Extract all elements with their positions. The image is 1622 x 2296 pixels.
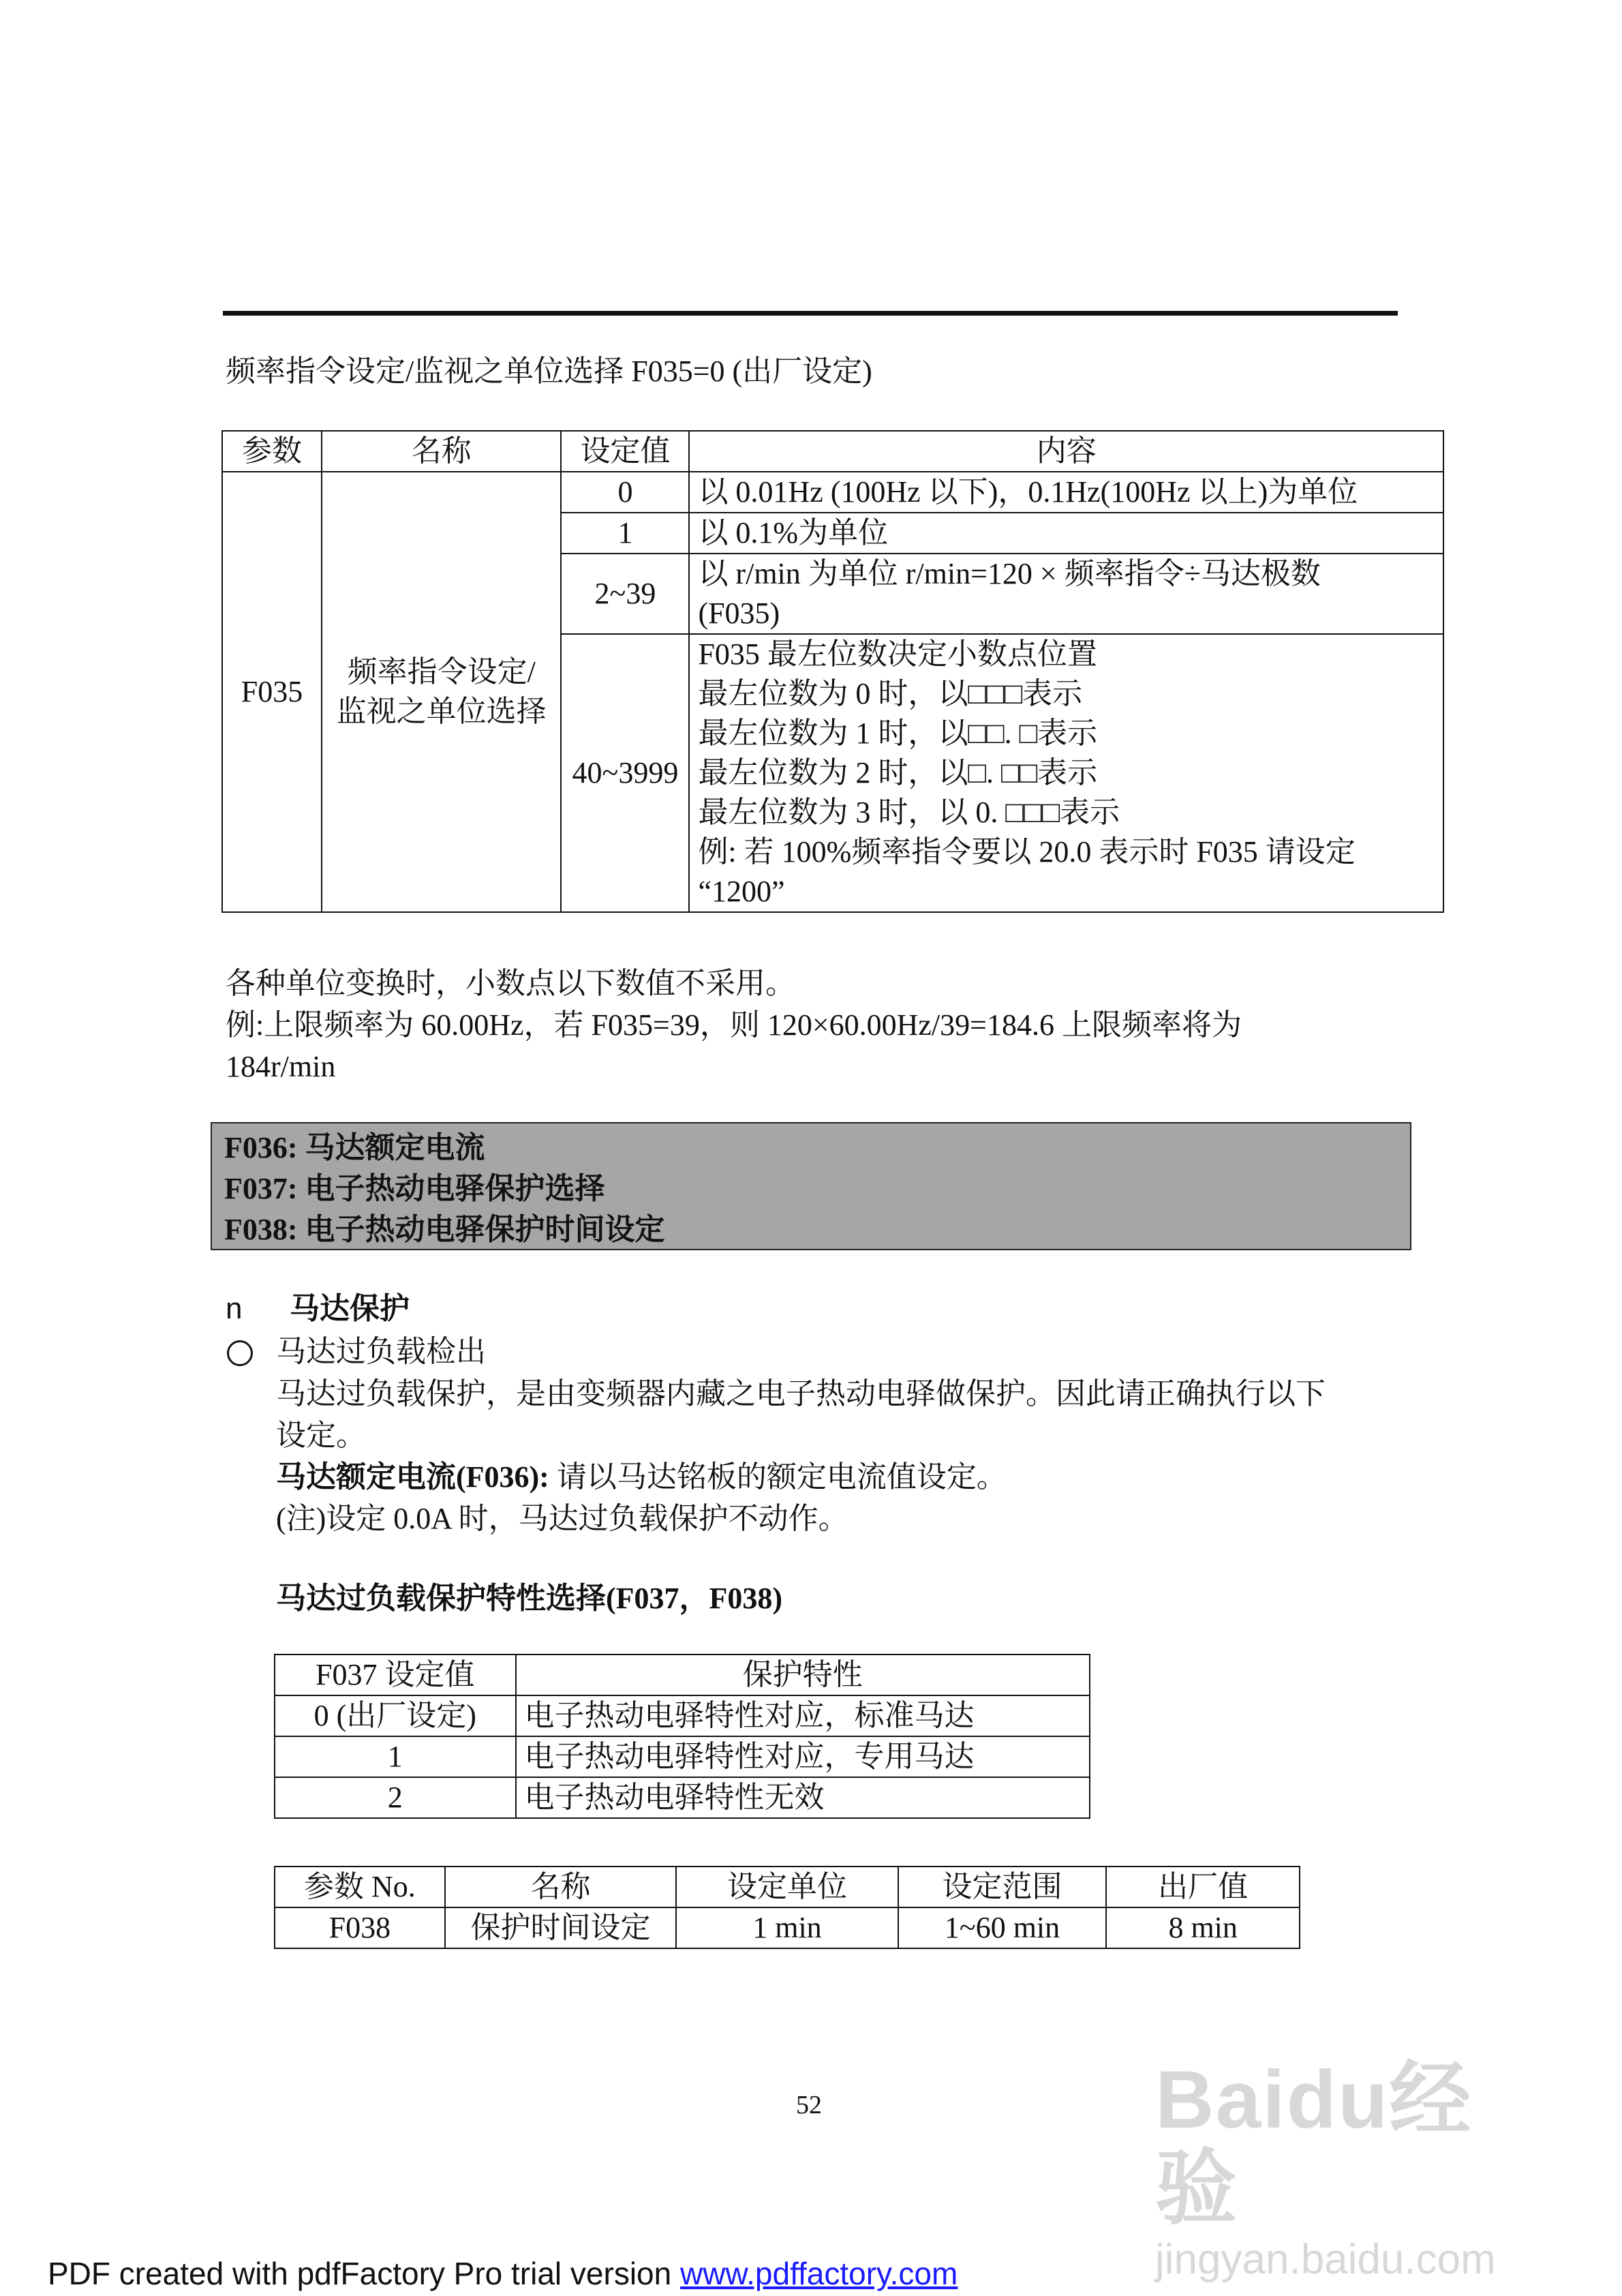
f035-table [221,430,1444,913]
table-row [275,1736,1090,1777]
heading-f036: F036: 马达额定电流 [224,1131,485,1164]
watermark-logo: Baidu经验 [1155,2054,1473,2234]
watermark-url: jingyan.baidu.com [1155,2236,1496,2283]
content-line: (F035) [698,596,780,630]
footer-link[interactable]: www.pdffactory.com [680,2256,958,2291]
content-line: 例: 若 100%频率指令要以 20.0 表示时 F035 请设定 [698,835,1356,868]
content-cell [689,554,1443,634]
baidu-watermark [1155,2054,1537,2283]
content-cell [689,634,1443,912]
rated-current-text: 请以马达铭板的额定电流值设定。 [549,1460,1007,1494]
table-row [222,472,1443,513]
heading-f038: F038: 电子热动电驿保护时间设定 [224,1213,665,1246]
header-content: 内容 [689,431,1443,472]
rated-current-line [276,1457,1007,1498]
rated-current-label: 马达额定电流(F036): [276,1460,549,1494]
table-header-row [222,431,1443,472]
pdf-footer [48,2255,958,2292]
table-header-row [275,1655,1090,1695]
content-line: 最左位数为 3 时，以 0. □□□表示 [698,796,1120,829]
page-number: 52 [796,2091,822,2119]
content-line: 最左位数为 2 时，以□. □□表示 [698,756,1098,789]
content-line: 最左位数为 1 时，以□□. □表示 [698,716,1098,750]
bullet-heading: 马达保护 [290,1292,410,1325]
para-line: 马达过负载保护，是由变频器内藏之电子热动电驿做保护。因此请正确执行以下 [276,1377,1326,1410]
header-setting: F037 设定值 [275,1655,516,1695]
top-rule [223,311,1398,316]
header-characteristic: 保护特性 [516,1655,1090,1695]
heading-f037: F037: 电子热动电驿保护选择 [224,1172,605,1205]
param-no-cell: F038 [275,1907,445,1948]
setting-cell: 0 (出厂设定) [275,1695,516,1736]
characteristic-cell: 电子热动电驿特性对应，专用马达 [516,1736,1090,1777]
zero-note: (注)设定 0.0A 时，马达过负载保护不动作。 [276,1502,848,1535]
default-cell: 8 min [1106,1907,1300,1948]
header-name: 名称 [322,431,562,472]
name-cell: 保护时间设定 [445,1907,676,1948]
f038-table [274,1866,1300,1949]
range-cell: 1~60 min [898,1907,1107,1948]
value-cell: 2~39 [561,554,689,634]
table-header-row [275,1867,1300,1907]
circle-item: 马达过负载检出 [276,1335,486,1368]
content-line: 以 r/min 为单位 r/min=120 × 频率指令÷马达极数 [698,557,1321,590]
circle-bullet-icon [227,1340,253,1366]
note-line: 各种单位变换时，小数点以下数值不采用。 [226,967,795,1000]
setting-cell: 2 [275,1777,516,1818]
content-line: 以 0.01Hz (100Hz 以下)，0.1Hz(100Hz 以上)为单位 [698,475,1358,509]
content-line: “1200” [698,875,785,908]
value-cell: 0 [561,472,689,513]
header-default: 出厂值 [1106,1867,1300,1907]
content-line: F035 最左位数决定小数点位置 [698,637,1097,671]
name-line: 监视之单位选择 [336,695,547,728]
header-unit: 设定单位 [676,1867,898,1907]
setting-cell: 1 [275,1736,516,1777]
param-cell: F035 [222,472,322,912]
content-cell [689,513,1443,554]
characteristic-cell: 电子热动电驿特性无效 [516,1777,1090,1818]
characteristic-cell: 电子热动电驿特性对应，标准马达 [516,1695,1090,1736]
f037-table [274,1654,1090,1819]
parameter-heading-box [211,1122,1411,1250]
note-line: 184r/min [226,1050,336,1083]
content-line: 以 0.1%为单位 [698,516,889,549]
para-line: 设定。 [276,1419,366,1452]
header-param-no: 参数 No. [275,1867,445,1907]
note-line: 例:上限频率为 60.00Hz，若 F035=39，则 120×60.00Hz/39=184.6 上限频率将为 [226,1008,1242,1042]
content-cell [689,472,1443,513]
content-line: 最左位数为 0 时，以□□□表示 [698,677,1083,710]
value-cell: 1 [561,513,689,554]
header-value: 设定值 [561,431,689,472]
header-name: 名称 [445,1867,676,1907]
table-row [275,1777,1090,1818]
name-cell [322,472,562,912]
characteristic-title: 马达过负载保护特性选择(F037，F038) [276,1582,783,1615]
header-range: 设定范围 [898,1867,1107,1907]
table-row [275,1695,1090,1736]
table-row [275,1907,1300,1948]
name-line: 频率指令设定/ [347,655,536,689]
header-param: 参数 [222,431,322,472]
footer-text: PDF created with pdfFactory Pro trial version [48,2256,680,2291]
section-title: 频率指令设定/监视之单位选择 F035=0 (出厂设定) [226,354,872,388]
unit-cell: 1 min [676,1907,898,1948]
bullet-marker: n [226,1292,243,1325]
value-cell: 40~3999 [561,634,689,912]
